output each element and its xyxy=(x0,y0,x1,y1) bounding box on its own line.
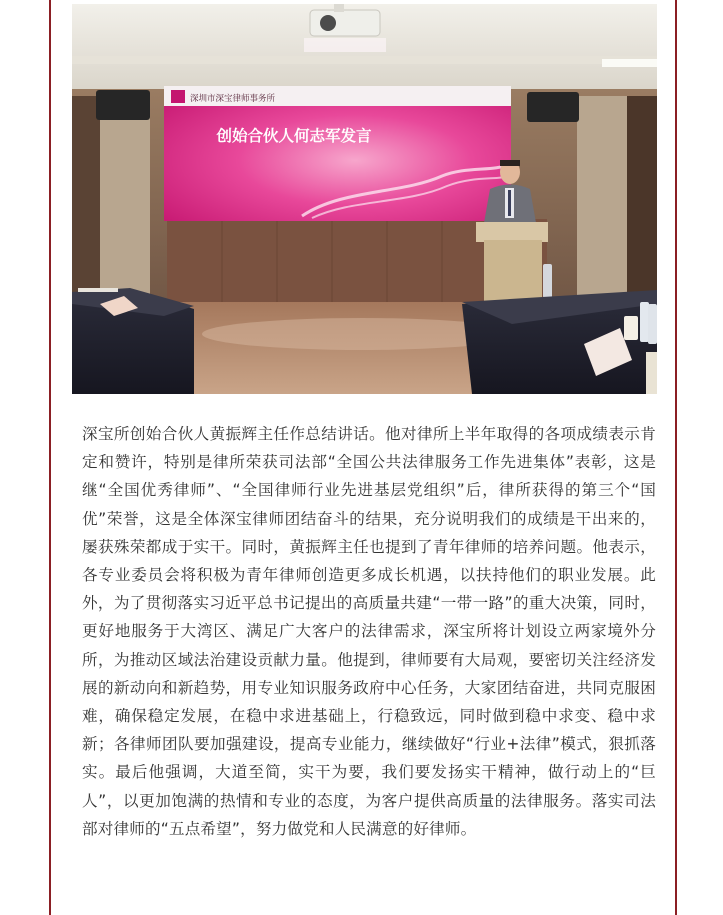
left-border-line xyxy=(49,0,51,915)
slide-logo-text: 深圳市深宝律师事务所 xyxy=(190,94,276,104)
right-border-line xyxy=(675,0,677,915)
slide-title: 创始合伙人何志军发言 xyxy=(216,127,372,145)
event-photo xyxy=(72,4,657,394)
article-body xyxy=(82,420,656,843)
article-paragraph: 深宝所创始合伙人黄振辉主任作总结讲话。他对律所上半年取得的各项成绩表示肯定和赞许，特别是律所荣获司法部“全国公共法律服务工作先进集体”表彰，这是继“全国优秀律师”、“全国律师行业先进基层党组织”后，律所获得的第三个“国优”荣誉，这是全体深宝律师团结奋斗的结果，充分说明我们的成绩是干出来的，屡获殊荣都成于实干。同时，黄振辉主任也提到了青年律师的培养问题。他表示，各专业委员会将积极为青年律师创造更多成长机遇，以扶持他们的职业发展。此外，为了贯彻落实习近平总书记提出的高质量共建“一带一路”的重大决策，同时，更好地服务于大湾区、满足广大客户的法律需求，深宝所将计划设立两家境外分所，为推动区域法治建设贡献力量。他提到，律师要有大局观，要密切关注经济发展的新动向和新趋势，用专业知识服务政府中心任务，大家团结奋进，共同克服困难，确保稳定发展，在稳中求进基础上，行稳致远，同时做到稳中求变、稳中求新；各律师团队要加强建设，提高专业能力，继续做好“行业+法律”模式，狠抓落实。最后他强调，大道至简，实干为要，我们要发扬实干精神，做行动上的“巨人”，以更加饱满的热情和专业的态度，为客户提供高质量的法律服务。落实司法部对律师的“五点希望”，努力做党和人民满意的好律师。 xyxy=(82,425,656,838)
